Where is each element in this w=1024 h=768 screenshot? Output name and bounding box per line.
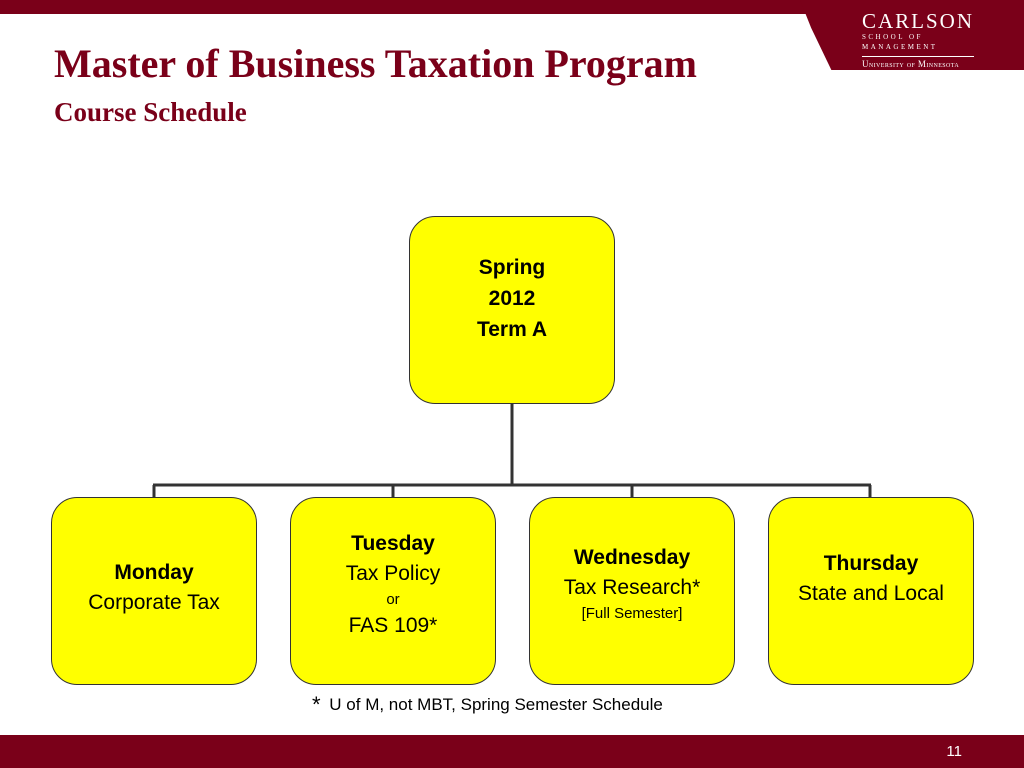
footnote-text: U of M, not MBT, Spring Semester Schedule — [329, 695, 663, 714]
day-course: Tax Policy — [345, 562, 441, 585]
day-course-note: [Full Semester] — [581, 605, 683, 622]
logo-school: SCHOOL OF MANAGEMENT — [862, 32, 974, 57]
footnote — [312, 692, 663, 718]
footnote-marker: * — [312, 692, 321, 717]
term-season: Spring — [478, 255, 546, 279]
course-alternative-connector: or — [386, 591, 400, 608]
day-course: Tax Research* — [563, 576, 701, 599]
day-node-monday — [51, 497, 257, 685]
day-name: Thursday — [823, 552, 919, 575]
term-node — [409, 216, 615, 404]
term-year: 2012 — [488, 286, 536, 310]
slide-title: Master of Business Taxation Program — [54, 41, 697, 86]
day-name: Monday — [114, 561, 194, 584]
day-node-tuesday — [290, 497, 496, 685]
day-course: Corporate Tax — [88, 591, 220, 614]
logo-university: University of Minnesota — [862, 59, 960, 69]
day-name: Tuesday — [351, 532, 435, 555]
day-node-wednesday — [529, 497, 735, 685]
day-course: State and Local — [798, 582, 944, 605]
term-label: Term A — [476, 317, 547, 341]
slide-subtitle: Course Schedule — [54, 97, 247, 127]
bottom-banner — [0, 735, 1024, 768]
logo-name: CARLSON — [862, 9, 975, 33]
day-name: Wednesday — [573, 546, 691, 569]
page-number: 11 — [946, 743, 962, 760]
day-node-thursday — [768, 497, 974, 685]
day-alt-course: FAS 109* — [348, 614, 438, 637]
